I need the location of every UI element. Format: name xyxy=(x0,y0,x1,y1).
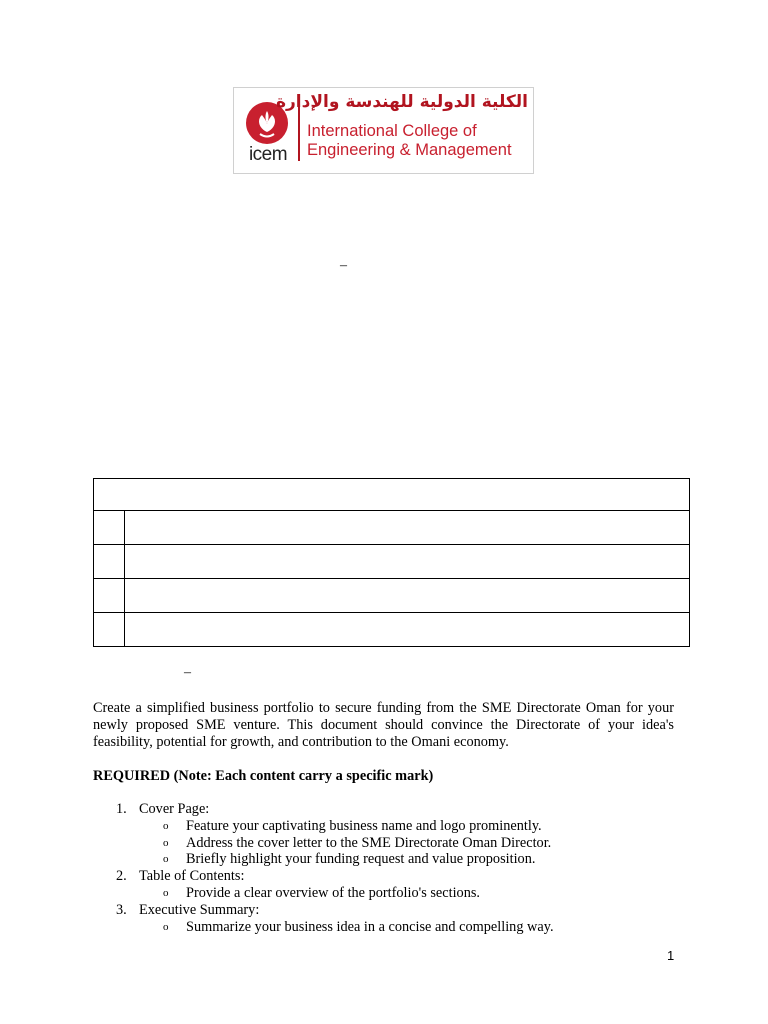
sub-list-item xyxy=(139,835,673,852)
logo-english-line-2: Engineering & Management xyxy=(307,141,512,159)
page-number: 1 xyxy=(667,948,675,963)
logo-english-line-1: International College of xyxy=(307,122,477,140)
sub-list xyxy=(139,919,673,936)
info-table-index-cell xyxy=(94,613,125,647)
logo-arabic-name: الكلية الدولية للهندسة والإدارة xyxy=(275,92,528,112)
title-dash: – xyxy=(340,258,347,273)
list-item-title: Cover Page: xyxy=(139,801,210,817)
info-table xyxy=(93,478,690,647)
logo-mark-text: icem xyxy=(248,144,288,165)
info-table-index-cell xyxy=(94,511,125,545)
bullet-icon: o xyxy=(163,853,169,866)
info-table-header-row xyxy=(94,479,690,511)
list-item-number: 3. xyxy=(116,901,127,918)
info-table-index-cell xyxy=(94,545,125,579)
sub-list-item xyxy=(139,851,673,868)
info-table-row xyxy=(94,511,690,545)
info-table-index-cell xyxy=(94,579,125,613)
bullet-icon: o xyxy=(163,920,169,933)
info-table-row xyxy=(94,545,690,579)
sub-list-item-text: Provide a clear overview of the portfolio's sections. xyxy=(186,884,480,901)
list-item-number: 1. xyxy=(116,801,127,817)
section-dash: – xyxy=(184,665,191,680)
sub-list-item-text: Address the cover letter to the SME Directorate Oman Director. xyxy=(186,834,552,851)
list-item xyxy=(93,868,673,902)
info-table-value-cell xyxy=(125,511,690,545)
required-heading: REQUIRED (Note: Each content carry a specific mark) xyxy=(93,768,434,784)
sub-list-item xyxy=(139,885,673,902)
sub-list-item-text: Briefly highlight your funding request and value proposition. xyxy=(186,851,536,868)
sub-list-item-text: Summarize your business idea in a concise and compelling way. xyxy=(186,918,554,935)
list-item-number: 2. xyxy=(116,868,127,885)
intro-paragraph: Create a simplified business portfolio to secure funding from the SME Directorate Oman for your newly proposed SME venture. This document should convince the Directorate of your idea's feasibility, potential for growth, and contribution to the Omani economy. xyxy=(93,700,674,750)
info-table-value-cell xyxy=(125,613,690,647)
list-item-title: Table of Contents: xyxy=(139,868,245,885)
bullet-icon: o xyxy=(163,886,169,899)
list-item xyxy=(93,801,673,868)
sub-list-item-text: Feature your captivating business name and logo prominently. xyxy=(186,817,542,834)
info-table-header-cell xyxy=(94,479,690,511)
college-logo xyxy=(233,87,534,174)
requirements-list xyxy=(93,801,673,935)
sub-list xyxy=(139,818,673,868)
sub-list-item xyxy=(139,818,673,835)
bullet-icon: o xyxy=(163,836,169,849)
info-table-row xyxy=(94,613,690,647)
sub-list xyxy=(139,885,673,902)
list-item xyxy=(93,902,673,936)
sub-list-item xyxy=(139,919,673,936)
list-item-title: Executive Summary: xyxy=(139,901,260,918)
info-table-row xyxy=(94,579,690,613)
info-table-value-cell xyxy=(125,545,690,579)
bullet-icon: o xyxy=(163,819,169,832)
info-table-value-cell xyxy=(125,579,690,613)
